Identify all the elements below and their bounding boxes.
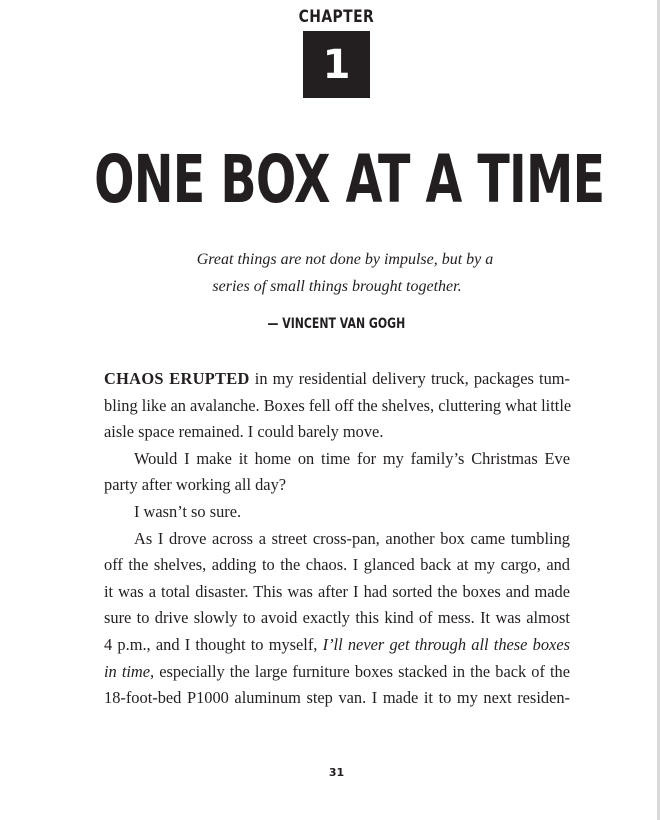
epigraph-line-2: series of small things brought together. — [212, 278, 462, 295]
page-number: 31 — [328, 766, 345, 779]
epigraph-line-1: Great things are not done by impulse, but by a — [196, 251, 494, 268]
body-line: As I drove across a street cross-pan, another box came tumbling — [134, 528, 570, 548]
body-line: party after working all day? — [104, 475, 287, 495]
epigraph-quote — [120, 246, 554, 300]
body-line: 18-foot-bed P1000 aluminum step van. I made it to my next residen- — [104, 688, 570, 708]
body-line — [104, 366, 570, 393]
italic-thought: I’ll never get through all these boxes — [322, 634, 570, 654]
body-line: it was a total disaster. This was after I had sorted the boxes and made — [104, 581, 570, 601]
chapter-title: ONE BOX AT A TIME — [94, 141, 605, 218]
body-line: I wasn’t so sure. — [134, 501, 242, 521]
body-line: sure to drive slowly to avoid exactly this kind of mess. It was almost — [104, 608, 570, 628]
body-line: Would I make it home on time for my family’s Christmas Eve — [134, 448, 570, 468]
italic-thought: in time, — [104, 661, 155, 681]
body-line — [104, 632, 570, 659]
chapter-number-box — [303, 31, 370, 98]
body-line-text: 4 p.m., and I thought to myself, — [104, 634, 323, 654]
chapter-number: 1 — [322, 41, 351, 88]
body-text — [104, 366, 570, 712]
body-line: off the shelves, adding to the chaos. I glanced back at my cargo, and — [104, 555, 570, 575]
epigraph-attribution: — VINCENT VAN GOGH — [267, 316, 406, 332]
chapter-label: CHAPTER — [298, 7, 375, 27]
body-line — [104, 659, 570, 686]
body-line-text: in my residential delivery truck, packages tum- — [249, 369, 570, 388]
body-line: aisle space remained. I could barely move. — [104, 422, 384, 442]
lead-in: CHAOS ERUPTED — [104, 369, 250, 388]
body-line-text: especially the large furniture boxes stacked in the back of the — [154, 661, 570, 681]
body-line: bling like an avalanche. Boxes fell off the shelves, cluttering what little — [104, 395, 572, 415]
